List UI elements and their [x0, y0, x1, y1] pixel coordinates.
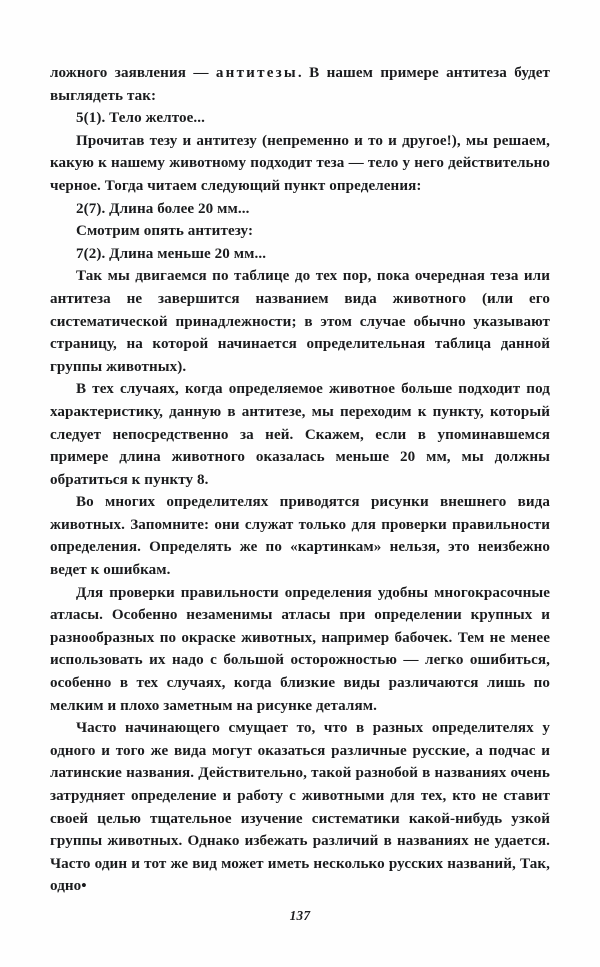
paragraph: [50, 62, 550, 107]
paragraph-couplet-2-7: 2(7). Длина более 20 мм...: [76, 200, 250, 217]
page-number: 137: [289, 908, 311, 923]
paragraph-couplet-thesis-5: 5(1). Тело желтое...: [76, 110, 205, 127]
paragraph-text-cont: . В нашем примере антитеза будет выглядеть так:: [50, 65, 550, 104]
paragraph: Для проверки правильности определения удобны многокрасочные атласы. Особенно незаменимы атласы при определении крупных и разнообразных по окраске животных, например бабочек. Тем не менее использовать их надо с большой осторожностью — легко ошибиться, особенно в тех случаях, когда близкие виды различаются лишь по мелким и плохо заметным на рисунке деталям.: [50, 584, 550, 714]
body-text-column: [50, 62, 550, 898]
paragraph: Так мы двигаемся по таблице до тех пор, пока очередная теза или антитеза не завершится названием вида животного (или его систематической принадлежности; в этом случае обычно указывают страницу, на которой начинается определительная таблица данной группы животных).: [50, 268, 550, 375]
paragraph: Прочитав тезу и антитезу (непременно и то и другое!), мы решаем, какую к нашему животному подходит теза — тело у него действительно черное. Тогда читаем следующий пункт определения:: [50, 132, 550, 194]
paragraph: Во многих определителях приводятся рисунки внешнего вида животных. Запомните: они служат только для проверки правильности определения. Определять же по «картинкам» нельзя, это неизбежно ведет к ошибкам.: [50, 494, 550, 579]
paragraph-couplet-7-2: 7(2). Длина меньше 20 мм...: [76, 245, 267, 262]
paragraph-text: ложного заявления —: [50, 65, 216, 81]
paragraph: Смотрим опять антитезу:: [76, 223, 254, 240]
emphasis-term: антитезы: [215, 65, 298, 81]
paragraph: В тех случаях, когда определяемое животное больше подходит под характеристику, данную в антитезе, мы переходим к пункту, который следует непосредственно за ней. Скажем, если в упоминавшемся примере длина животного оказалась меньше 20 мм, мы должны обратиться к пункту 8.: [50, 381, 550, 488]
paragraph: Часто начинающего смущает то, что в разных определителях у одного и того же вида могут оказаться различные русские, а подчас и латинские названия. Действительно, такой разнобой в названиях очень затрудняет определение и работу с животными для тех, кто не ставит своей целью тщательное изучение систематики какой-нибудь узкой группы животных. Однако избежать различий в названиях не удается. Часто один и тот же вид может иметь несколько русских названий, Так, одно•: [50, 720, 550, 895]
